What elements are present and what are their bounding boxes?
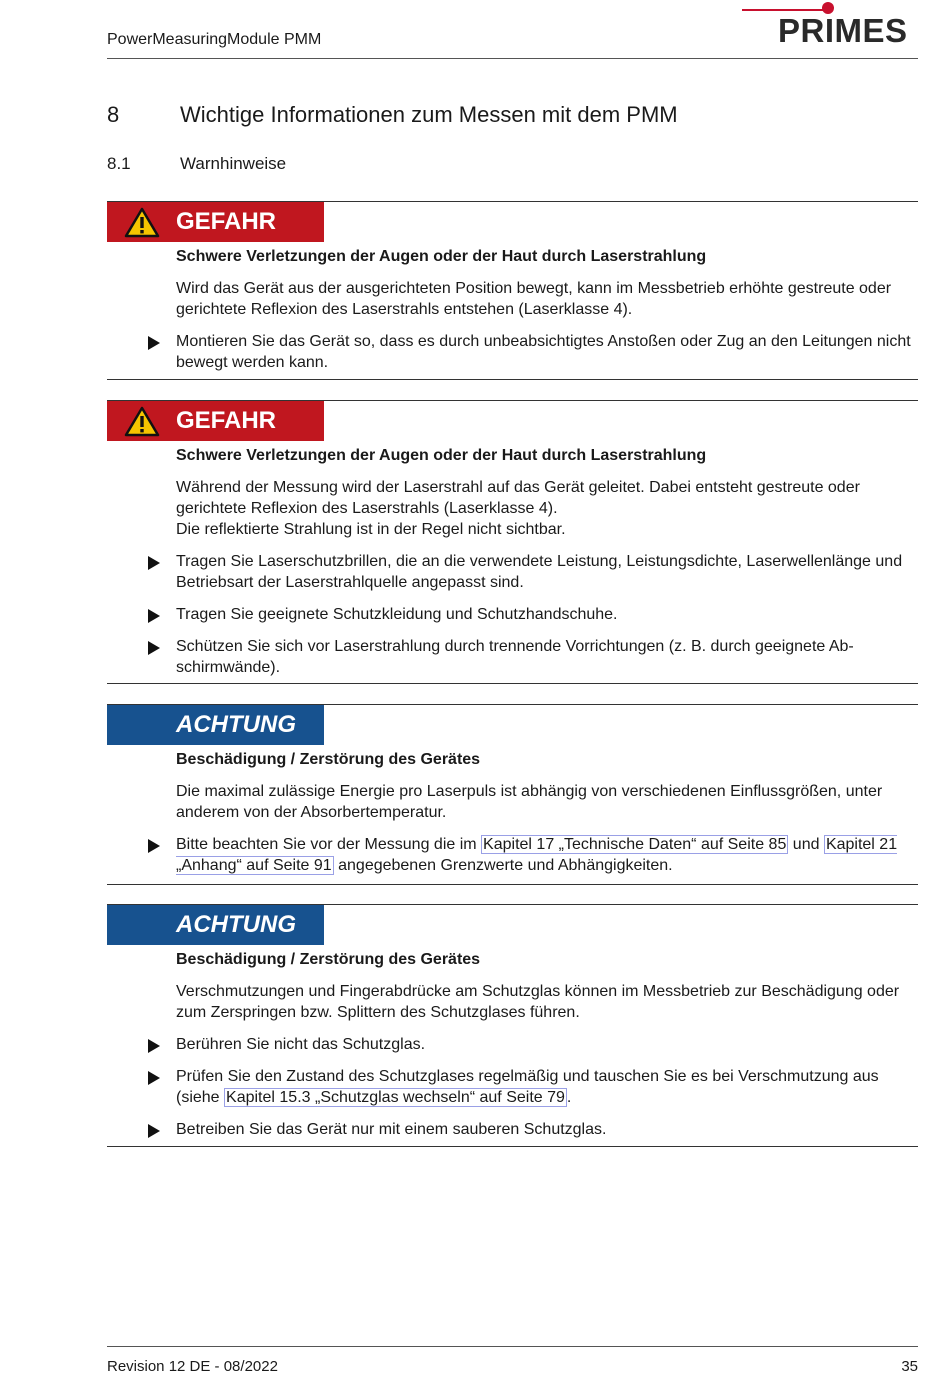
notice-box [107,904,918,1148]
signal-word-panel [107,705,324,745]
instruction-text: Berühren Sie nicht das Schutzglas. [176,1036,426,1053]
action-arrow-icon [148,556,160,570]
action-arrow-icon [148,1124,160,1138]
instruction-step [176,604,911,625]
action-arrow-icon [148,1039,160,1053]
primes-logo [740,0,920,52]
action-arrow-icon [148,839,160,853]
signal-word-panel [107,905,324,945]
instruction-text: Bitte beachten Sie vor der Messung die im [176,836,482,853]
warning-triangle-icon [124,207,160,238]
hazard-description: Wird das Gerät aus der ausgerichteten Position bewegt, kann im Messbetrieb erhöhte gestreute oder gerichtete Reflexion des Laserstrahls entstehen (Laserklasse 4). [176,280,892,318]
warning-content [176,445,911,678]
instruction-text: Montieren Sie das Gerät so, dass es durch unbeabsichtigtes Anstoßen oder Zug an den Leitungen nicht bewegt werden kann. [176,333,911,371]
page-number: 35 [901,1358,918,1375]
action-arrow-icon [148,609,160,623]
signal-word-panel [107,202,324,242]
instruction-step [176,551,911,593]
logo-accent-line [742,9,824,11]
instruction-step [176,1119,911,1140]
hazard-heading: Schwere Verletzungen der Augen oder der Haut durch Laserstrahlung [176,447,707,464]
hazard-description: Verschmutzungen und Fingerabdrücke am Schutzglas können im Messbetrieb zur Beschädigung oder zum Zerspringen bzw. Splittern des Schutzglases führen. [176,983,900,1021]
warning-triangle-icon [124,406,160,437]
warning-content [176,246,911,373]
instruction-text: Schützen Sie sich vor Laserstrahlung durch trennende Vorrichtungen (z. B. durch geeignete Ab-schirmwände). [176,638,854,676]
instruction-text: Betreiben Sie das Gerät nur mit einem sauberen Schutzglas. [176,1121,607,1138]
danger-warning-box [107,201,918,381]
notice-box [107,704,918,886]
instruction-text: Tragen Sie Laserschutzbrillen, die an die verwendete Leistung, Leistungsdichte, Laserwellenlänge und Betriebsart der Laserstrahlquelle angepasst sind. [176,553,903,591]
action-arrow-icon [148,336,160,350]
signal-word: ACHTUNG [176,911,296,938]
link-kapitel-17[interactable]: Kapitel 17 „Technische Daten“ auf Seite 85 [483,836,787,853]
instruction-step [176,1066,911,1108]
link-kapitel-21[interactable]: Kapitel 21 „Anhang“ auf Seite 91 [176,836,898,874]
notice-content [176,749,911,876]
instruction-text: Prüfen Sie den Zustand des Schutzglases regelmäßig und tauschen Sie es bei Verschmutzung aus (siehe [176,1068,879,1106]
notice-content [176,949,911,1140]
revision-label: Revision 12 DE - 08/2022 [107,1358,278,1375]
hazard-description-line: Die reflektierte Strahlung ist in der Regel nicht sichtbar. [176,521,566,538]
action-arrow-icon [148,641,160,655]
instruction-text: Tragen Sie geeignete Schutzkleidung und Schutzhandschuhe. [176,606,618,623]
document-title: PowerMeasuringModule PMM [107,31,322,48]
instruction-step [176,1034,911,1055]
box-bottom-rule [107,683,918,684]
instruction-text: . [566,1089,572,1106]
chapter-title: Wichtige Informationen zum Messen mit dem PMM [180,102,678,127]
action-arrow-icon [148,1071,160,1085]
hazard-description: Die maximal zulässige Energie pro Laserpuls ist abhängig von verschiedenen Einflussgrößen, unter anderem von der Absorbertemperatur. [176,783,883,821]
chapter-number: 8 [107,102,120,127]
signal-word: GEFAHR [176,208,277,235]
signal-word: GEFAHR [176,407,277,434]
hazard-heading: Beschädigung / Zerstörung des Gerätes [176,751,481,768]
header-divider [107,58,918,59]
hazard-heading: Beschädigung / Zerstörung des Gerätes [176,951,481,968]
section-number: 8.1 [107,154,131,173]
hazard-description-line: Während der Messung wird der Laserstrahl auf das Gerät geleitet. Dabei entsteht gestreute oder gerichtete Reflexion des Laserstrahls (Laserklasse 4). [176,479,860,517]
link-kapitel-15-3[interactable]: Kapitel 15.3 „Schutzglas wechseln“ auf Seite 79 [226,1089,565,1106]
section-title: Warnhinweise [180,154,287,173]
hazard-heading: Schwere Verletzungen der Augen oder der Haut durch Laserstrahlung [176,248,707,265]
danger-warning-box [107,400,918,686]
instruction-text: angegebenen Grenzwerte und Abhängigkeiten. [333,857,673,874]
box-bottom-rule [107,884,918,885]
instruction-text: und [788,836,824,853]
hazard-description [176,477,911,540]
box-bottom-rule [107,379,918,380]
box-bottom-rule [107,1146,918,1147]
logo-text: PRIMES [778,12,908,49]
signal-word-panel [107,401,324,441]
instruction-step [176,331,911,373]
instruction-step [176,636,911,678]
signal-word: ACHTUNG [176,711,296,738]
footer-divider [107,1346,918,1347]
instruction-step [176,834,911,876]
